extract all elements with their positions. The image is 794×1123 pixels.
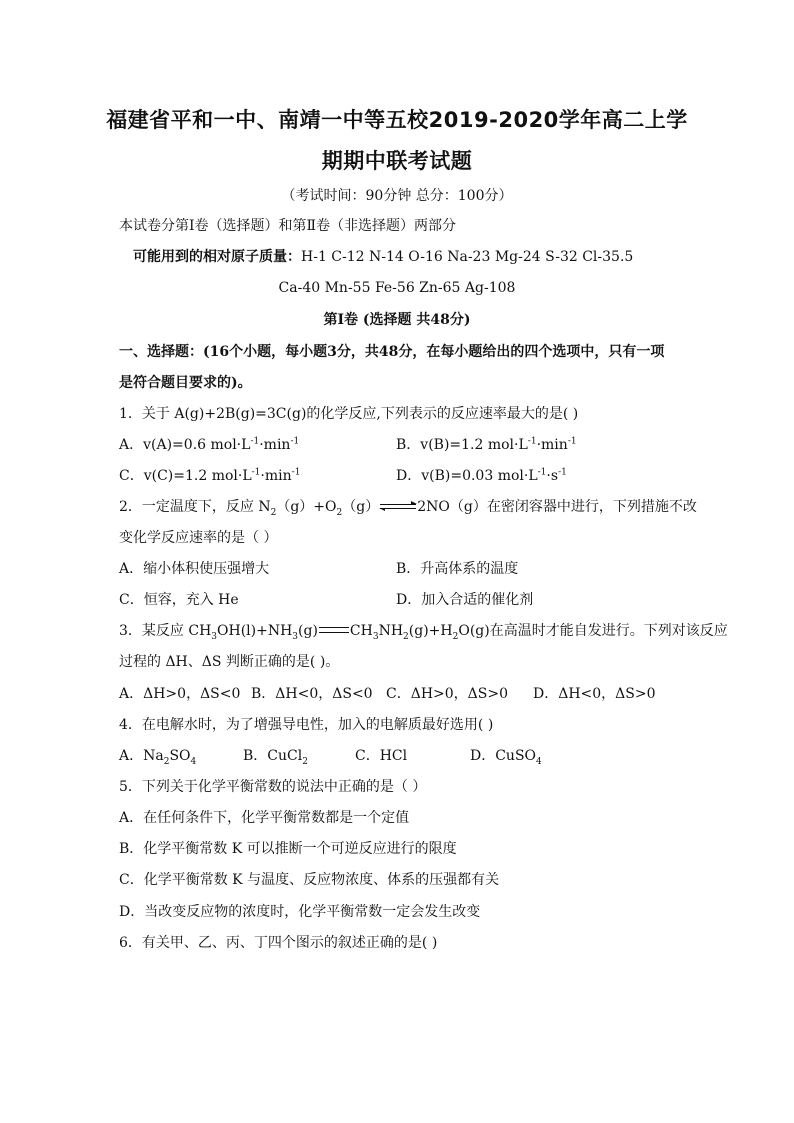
q1-stem: 1．关于 A(g)+2B(g)=3C(g)的化学反应,下列表示的反应速率最大的是( ): [119, 406, 579, 422]
q2-option-d: D．加入合适的催化剂: [396, 592, 534, 608]
atomic-mass-line1: [133, 247, 633, 267]
q1-option-c: C．v(C)=1.2 $mol\cdot L^{-1}\cdot\min^{-1}$: [119, 467, 301, 484]
q4-stem: 4．在电解水时，为了增强导电性，加入的电解质最好选用( ): [119, 717, 494, 733]
q3-stem: 3．某反应 $CH_3OH(l)+NH_3(g)$ $CH_3NH_2(g)+H_2O(g)$在高温时才能自发进行。下列对该反应: [119, 623, 728, 642]
section1-instructions-1: 一、选择题：(16个小题，每小题3分，共48分，在每小题给出的四个选项中，只有一项: [119, 344, 665, 360]
reversible-arrow-icon: [380, 502, 416, 512]
atomic-mass-values1: H-1 C-12 N-14 O-16 Na-23 Mg-24 S-32 Cl-35.5: [301, 249, 634, 265]
q5-option-a: A．在任何条件下，化学平衡常数都是一个定值: [119, 810, 410, 826]
q5-option-d: D．当改变反应物的浓度时，化学平衡常数一定会发生改变: [119, 904, 481, 920]
q3-option-a: A．ΔH>0，ΔS<0: [119, 686, 241, 702]
q4-option-d: D．CuSO$_4$: [470, 748, 542, 767]
q4-option-c: C．HCl: [355, 748, 408, 764]
q2-option-a: A．缩小体积使压强增大: [119, 561, 270, 577]
q5-option-c: C．化学平衡常数 K 与温度、反应物浓度、体系的压强都有关: [119, 872, 500, 888]
exam-title-line2: 期期中联考试题: [321, 149, 473, 173]
q5-stem: 5．下列关于化学平衡常数的说法中正确的是（ ）: [119, 779, 427, 795]
intro-text: 本试卷分第Ⅰ卷（选择题）和第Ⅱ卷（非选择题）两部分: [119, 218, 457, 234]
q1-option-d: D．v(B)=0.03 $mol\cdot L^{-1}\cdot s^{-1}$: [396, 467, 567, 484]
q3-stem-line2: 过程的 ΔH、ΔS 判断正确的是( )。: [119, 654, 340, 670]
atomic-mass-line2: Ca-40 Mn-55 Fe-56 Zn-65 Ag-108: [278, 280, 516, 296]
q3-option-b: B．ΔH<0，ΔS<0: [251, 686, 373, 702]
equals-arrow-icon: [319, 627, 349, 633]
q3-option-d: D．ΔH<0，ΔS>0: [533, 686, 656, 702]
q5-option-b: B．化学平衡常数 K 可以推断一个可逆反应进行的限度: [119, 841, 457, 857]
q4-option-a: A．$Na_2SO_4$: [119, 748, 197, 767]
section1-instructions-2: 是符合题目要求的)。: [119, 375, 252, 391]
q2-stem-line2: 变化学反应速率的是（ ）: [119, 530, 278, 546]
exam-info: （考试时间：90分钟 总分：100分）: [281, 188, 513, 204]
q6-stem: 6．有关甲、乙、丙、丁四个图示的叙述正确的是( ): [119, 935, 438, 951]
q2-stem: 2．一定温度下，反应 $N_2(g)+O_2(g)$ 2NO（g）在密闭容器中进行，下列措施不改: [119, 499, 697, 518]
exam-title-line1: 福建省平和一中、南靖一中等五校2019-2020学年高二上学: [106, 108, 688, 132]
q2-option-c: C．恒容，充入 He: [119, 592, 239, 608]
q4-option-b: B．CuCl$_2$: [243, 748, 308, 767]
atomic-mass-label: 可能用到的相对原子质量：: [133, 249, 301, 265]
section1-heading: 第Ⅰ卷 (选择题 共48分): [323, 312, 471, 328]
q1-option-b: B．v(B)=1.2 $mol\cdot L^{-1}\cdot\min^{-1}$: [396, 436, 577, 453]
q3-option-c: C．ΔH>0，ΔS>0: [386, 686, 509, 702]
q2-option-b: B．升高体系的温度: [396, 561, 519, 577]
q1-option-a: A．v(A)=0.6 $mol\cdot L^{-1}\cdot\min^{-1}$: [119, 436, 300, 453]
